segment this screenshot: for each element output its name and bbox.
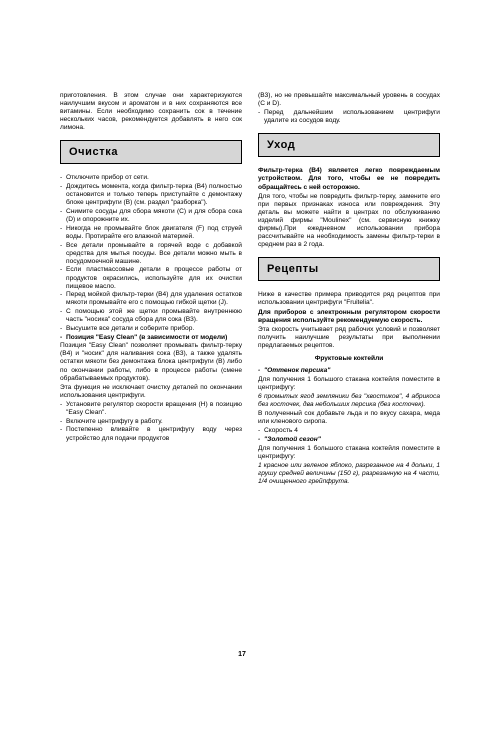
right-column bbox=[258, 92, 440, 487]
recipe-2-title: - "Золотой сезон" bbox=[258, 436, 440, 444]
recipe-2-ingredients: 1 красное или зеленое яблоко, разрезанное на 4 дольки, 1 грушу средней величины (150 г), разрезанную на 4 части, 1/4 очищенного грейпфрута. bbox=[258, 461, 440, 486]
list-item: - С помощью этой же щетки промывайте внутреннюю часть "носика" сосуда сбора для сока (B3). bbox=[60, 308, 242, 324]
care-warning: Фильтр-терка (B4) является легко повреждаемым устройством. Для того, чтобы ее не повредить обращайтесь с ней осторожно. bbox=[258, 167, 440, 191]
recipe-1-additions: В полученный сок добавьте льда и по вкусу сахара, меда или кленового сиропа. bbox=[258, 410, 440, 426]
recipes-section-title: Рецепты bbox=[267, 263, 319, 276]
easy-clean-heading: - Позиция "Easy Clean" (в зависимости от модели) bbox=[60, 334, 242, 342]
recipes-speed-note: Для приборов с электронным регулятором скорости вращения используйте рекомендуемую скорость. bbox=[258, 308, 440, 324]
recipe-1-speed: - Скорость 4 bbox=[258, 427, 440, 435]
recipe-2-title-list bbox=[258, 436, 440, 444]
care-section-header bbox=[258, 133, 440, 157]
list-item: - Никогда не промывайте блок двигателя (F) под струей воды. Протирайте его влажной материей. bbox=[60, 225, 242, 241]
fruit-cocktails-heading: Фруктовые коктейли bbox=[314, 354, 384, 362]
recipes-section-header bbox=[258, 257, 440, 281]
intro-paragraph: приготовления. В этом случае они характеризуются наилучшим вкусом и ароматом и в них сохраняются все витамины. Если необходимо сохранить сок в течение нескольких часов, рекомендуется добавлять в него сок лимона. bbox=[60, 92, 242, 132]
cleaning-list bbox=[60, 174, 242, 341]
easy-clean-steps bbox=[60, 401, 242, 443]
list-item: - Высушите все детали и соберите прибор. bbox=[60, 325, 242, 333]
recipes-intro: Ниже в качестве примера приводится ряд рецептов при использовании центрифуги "Fruitelia". bbox=[258, 291, 440, 307]
care-section-title: Уход bbox=[267, 139, 296, 152]
recipe-1-title-list bbox=[258, 367, 440, 375]
left-column bbox=[60, 92, 242, 443]
page-number: 17 bbox=[238, 651, 246, 658]
care-paragraph: Для того, чтобы не повредить фильтр-терку, замените его при первых признаках износа или повреждения. Эту деталь вы можете найти в центрах по обслуживанию изделий фирмы "Moulinex" (см. сервисную книжку фирмы).При ежедневном использовании прибора рассчитывайте на необходимость замены фильтр-терки в среднем раз в 2 года. bbox=[258, 192, 440, 249]
cleaning-section-title: Очистка bbox=[69, 146, 119, 159]
list-item: - Все детали промывайте в горячей воде с добавкой средства для мытья посуды. Все детали можно мыть в посудомоечной машине. bbox=[60, 242, 242, 266]
easy-clean-paragraph-2: Эта функция не исключает очистку деталей по окончании использования центрифуги. bbox=[60, 383, 242, 399]
list-item: - Снимите сосуды для сбора мякоти (C) и для сбора сока (D) и опорожните их. bbox=[60, 208, 242, 224]
list-item: - Перед мойкой фильтр-терки (B4) для удаления остатков мякоти промывайте его с помощью гибкой щетки (J). bbox=[60, 291, 242, 307]
list-item: - Дождитесь момента, когда фильтр-терка (B4) полностью остановится и только теперь приступайте с демонтажу блоке центрифуги (B) (см. раздел "разборка"). bbox=[60, 183, 242, 207]
recipe-1-intro: Для получения 1 большого стакана коктейля поместите в центрифугу: bbox=[258, 375, 440, 391]
list-item: - Если пластмассовые детали в процессе работы от продуктов окрасились, используйте для их очистки пищевое масло. bbox=[60, 266, 242, 290]
list-item: - Перед дальнейшим использованием центрифуги удалите из сосудов воду. bbox=[258, 109, 440, 125]
recipe-2-intro: Для получения 1 большого стакана коктейля поместите в центрифугу: bbox=[258, 444, 440, 460]
list-item: - Установите регулятор скорости вращения (H) в позицию "Easy Clean". bbox=[60, 401, 242, 417]
list-item: - Включите центрифугу в работу. bbox=[60, 418, 242, 426]
list-item: - Отключите прибор от сети. bbox=[60, 174, 242, 182]
recipe-1-ingredients: 6 промытых ягод земляники без "хвостиков", 4 абрикоса без косточек, два небольших персика (без косточек). bbox=[258, 392, 440, 409]
cleaning-section-header bbox=[60, 140, 242, 164]
recipes-paragraph: Эта скорость учитывает ряд рабочих условий и позволяет получить наилучшие результаты при выполнении предлагаемых рецептов. bbox=[258, 325, 440, 349]
recipe-1-speed-list bbox=[258, 427, 440, 435]
continued-list bbox=[258, 109, 440, 125]
recipe-1-title: - "Оттенок персика" bbox=[258, 367, 440, 375]
easy-clean-paragraph: Позиция "Easy Clean" позволяет промывать фильтр-терку (B4) и "носик" для наливания сока (B3), а также удалять остатки мякоти без демонтажа блока центрифуги (B) либо по окончании работы, либо в процессе работы (смене обрабатываемых продуктов). bbox=[60, 342, 242, 382]
list-item: - Постепенно вливайте в центрифугу воду через устройство для подачи продуктов bbox=[60, 426, 242, 442]
continued-paragraph: (B3), но не превышайте максимальный уровень в сосудах (C и D). bbox=[258, 92, 440, 108]
